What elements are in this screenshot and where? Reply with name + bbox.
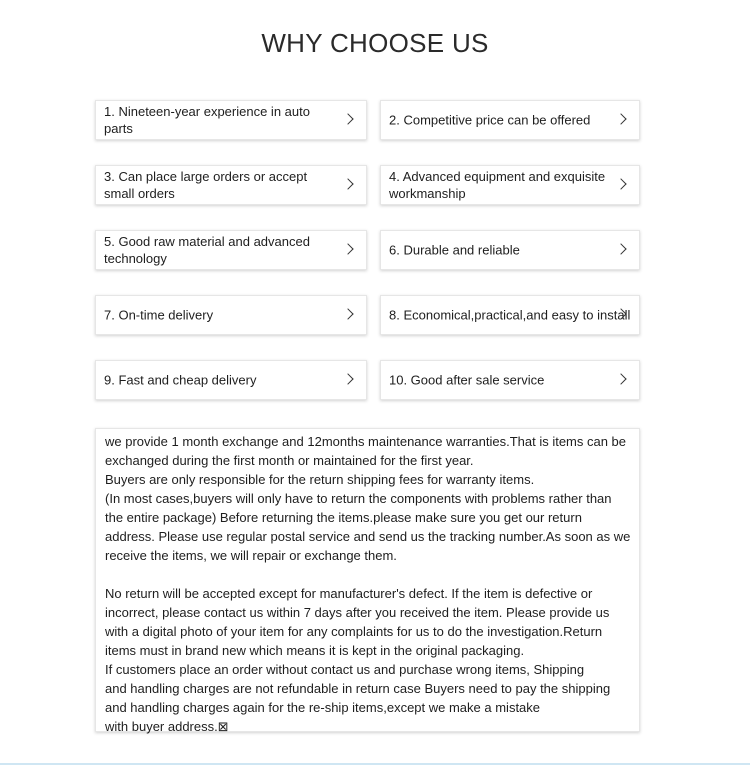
reason-label: 5. Good raw material and advanced technology xyxy=(104,234,310,266)
chevron-right-icon xyxy=(342,243,353,254)
reason-label: 2. Competitive price can be offered xyxy=(389,112,591,128)
chevron-right-icon xyxy=(342,308,353,319)
chevron-right-icon xyxy=(342,113,353,124)
warranty-paragraph: we provide 1 month exchange and 12months maintenance warranties.That is items can be exchanged during the first month or maintained for the first year. Buyers are only responsible for the return shipping fees for warranty items. (In most cases,buyers will only have to return the components with problems rather than the entire package) Before returning the items.please make sure you get our return address. Please use regular postal service and send us the tracking number.As soon as we receive the items, we will repair or exchange them. xyxy=(105,434,631,563)
reason-card-10[interactable] xyxy=(380,360,640,400)
reason-label: 7. On-time delivery xyxy=(104,307,214,323)
reason-label: 10. Good after sale service xyxy=(389,372,545,388)
reason-label: 8. Economical,practical,and easy to install xyxy=(389,307,631,323)
reason-card-8[interactable] xyxy=(380,295,640,335)
reason-card-5[interactable] xyxy=(95,230,367,270)
reason-card-1[interactable] xyxy=(95,100,367,140)
page-title: WHY CHOOSE US xyxy=(261,28,489,58)
reason-card-9[interactable] xyxy=(95,360,367,400)
warranty-policy-box xyxy=(95,428,640,732)
return-policy-paragraph: No return will be accepted except for manufacturer's defect. If the item is defective or incorrect, please contact us within 7 days after you received the item. Please provide us with a digital photo of your item for any complaints for us to do the investigation.Return items must in brand new which means it is kept in the original packaging. If customers place an order without contact us and purchase wrong items, Shipping and handling charges are not refundable in return case Buyers need to pay the shipping and handling charges again for the re-ship items,except we make a mistake with buyer address.⊠ xyxy=(105,586,611,734)
chevron-right-icon xyxy=(342,373,353,384)
chevron-right-icon xyxy=(615,178,626,189)
chevron-right-icon xyxy=(615,113,626,124)
reason-card-3[interactable] xyxy=(95,165,367,205)
chevron-right-icon xyxy=(342,178,353,189)
reason-card-6[interactable] xyxy=(380,230,640,270)
reason-label: 4. Advanced equipment and exquisite workmanship xyxy=(389,169,606,201)
chevron-right-icon xyxy=(615,243,626,254)
reason-label: 9. Fast and cheap delivery xyxy=(104,372,257,388)
reason-card-7[interactable] xyxy=(95,295,367,335)
reason-label: 6. Durable and reliable xyxy=(389,242,520,258)
reason-label: 3. Can place large orders or accept small orders xyxy=(104,169,308,201)
bottom-divider xyxy=(0,763,750,765)
reason-card-4[interactable] xyxy=(380,165,640,205)
chevron-right-icon xyxy=(615,373,626,384)
reason-label: 1. Nineteen-year experience in auto parts xyxy=(104,104,310,136)
reason-card-2[interactable] xyxy=(380,100,640,140)
